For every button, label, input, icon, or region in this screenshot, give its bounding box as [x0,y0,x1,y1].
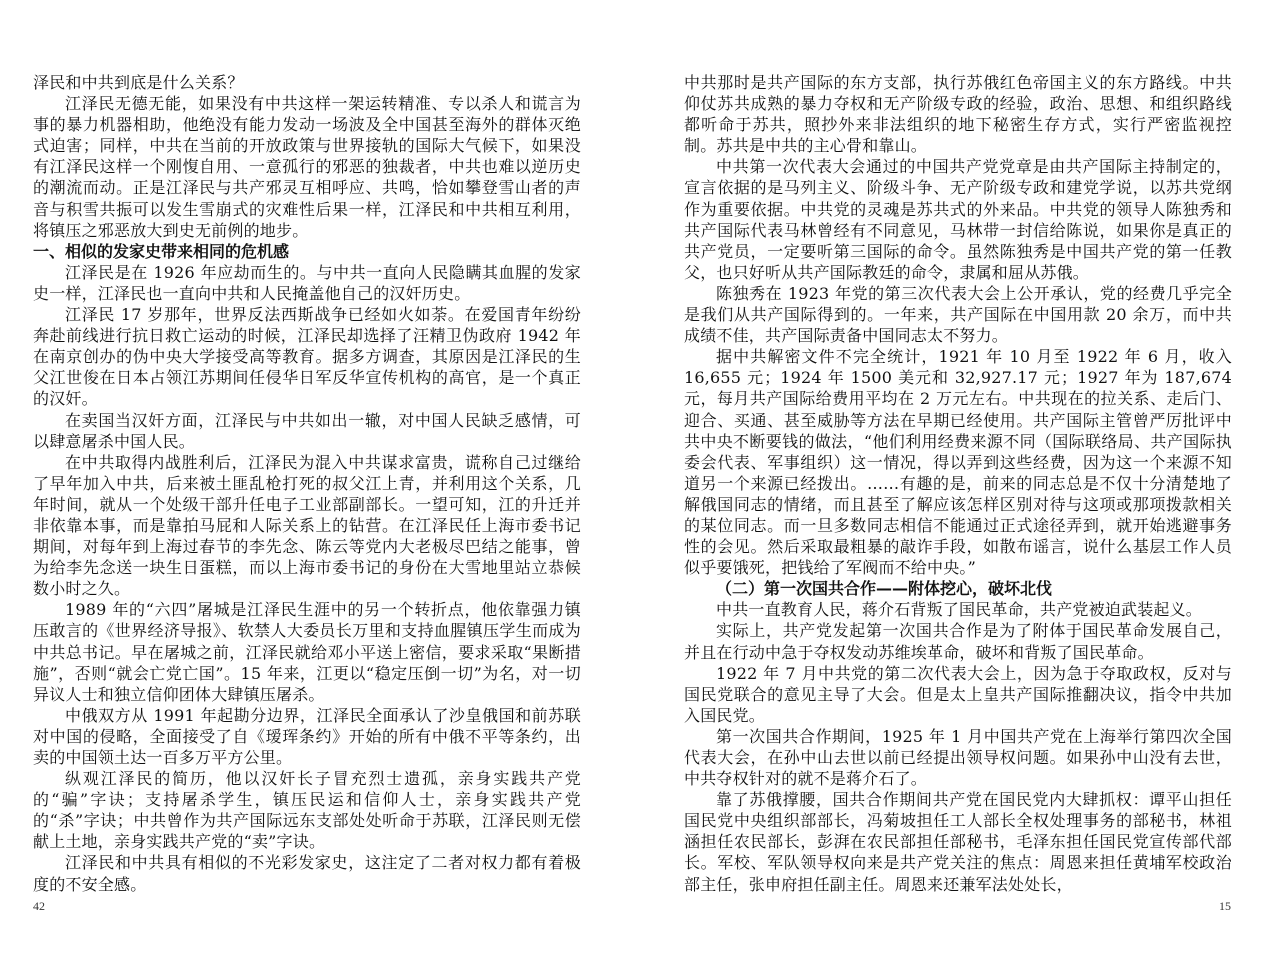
right-paragraph: 第一次国共合作期间，1925 年 1 月中国共产党在上海举行第四次全国代表大会，在孙中山去世以前已经提出领导权问题。如果孙中山没有去世，中共夺权针对的就不是蒋介石了。 [684,726,1232,789]
left-page-number: 42 [33,899,45,913]
left-paragraph: 1989 年的“六四”屠城是江泽民生涯中的另一个转折点，他依靠强力镇压敢言的《世界经济导报》、软禁人大委员长万里和支持血腥镇压学生而成为中共总书记。早在屠城之前，江泽民就给邓小平送上密信，要求采取“果断措施”，否则“就会亡党亡国”。15 年来，江更以“稳定压倒一切”为名，对一切异议人士和独立信仰团体大肆镇压屠杀。 [33,600,581,704]
right-paragraph: 中共第一次代表大会通过的中国共产党党章是由共产国际主持制定的，宣言依据的是马列主义、阶级斗争、无产阶级专政和建党学说，以苏共党纲作为重要依据。中共党的灵魂是苏共式的外来品。中共党的领导人陈独秀和共产国际代表马林曾经有不同意见，马林带一封信给陈说，如果你是真正的共产党员，一定要听第三国际的命令。虽然陈独秀是中国共产党的第一任教父，也只好听从共产国际教廷的命令，隶属和屈从苏俄。 [684,157,1232,282]
left-paragraph: 中俄双方从 1991 年起勘分边界，江泽民全面承认了沙皇俄国和前苏联对中国的侵略，全面接受了自《瑷珲条约》开始的所有中俄不平等条约，出卖的中国领土达一百多万平方公里。 [33,705,581,767]
right-paragraph: 中共一直教育人民，蒋介石背叛了国民革命，共产党被迫武装起义。 [716,600,1203,620]
left-section-heading: 一、相似的发家史带来相同的危机感 [33,241,290,261]
right-opening-paragraph: 中共那时是共产国际的东方支部，执行苏俄红色帝国主义的东方路线。中共仰仗苏共成熟的暴力夺权和无产阶级专政的经验，政治、思想、和组织路线都听命于苏共，照抄外来非法组织的地下秘密生存方式，实行严密监视控制。苏共是中共的主心骨和靠山。 [684,73,1232,156]
right-paragraph: 靠了苏俄撑腰，国共合作期间共产党在国民党内大肆抓权：谭平山担任国民党中央组织部部长，冯菊坡担任工人部长全权处理事务的部秘书，林祖涵担任农民部长，彭湃在农民部担任部秘书，毛泽东担任国民党宣传部代部长。军校、军队领导权向来是共产党关注的焦点：周恩来担任黄埔军校政治部主任，张申府担任副主任。周恩来还兼军法处处长， [684,790,1232,894]
left-paragraph: 江泽民 17 岁那年，世界反法西斯战争已经如火如荼。在爱国青年纷纷奔赴前线进行抗日救亡运动的时候，江泽民却选择了汪精卫伪政府 1942 年在南京创办的伪中央大学接受高等教育。据多方调查，其原因是江泽民的生父江世俊在日本占领江苏期间任侵华日军反华宣传机构的高官，是一个真正的汉奸。 [33,305,581,409]
left-paragraph: 江泽民无德无能，如果没有中共这样一架运转精准、专以杀人和谎言为事的暴力机器相助，他绝没有能力发动一场波及全中国甚至海外的群体灭绝式迫害；同样，中共在当前的开放政策与世界接轨的国际大气候下，如果没有江泽民这样一个刚愎自用、一意孤行的邪恶的独裁者，中共也难以逆历史的潮流而动。正是江泽民与共产邪灵互相呼应、共鸣，恰如攀登雪山者的声音与积雪共振可以发生雪崩式的灾难性后果一样，江泽民和中共相互利用，将镇压之邪恶放大到史无前例的地步。 [33,94,581,240]
left-paragraph: 江泽民和中共具有相似的不光彩发家史，这注定了二者对权力都有着极度的不安全感。 [33,853,581,894]
left-paragraph: 在中共取得内战胜利后，江泽民为混入中共谋求富贵，谎称自己过继给了早年加入中共，后来被土匪乱枪打死的叔父江上青，并利用这个关系，几年时间，就从一个处级干部升任电子工业部副部长。一望可知，江的升迁并非依靠本事，而是靠拍马屁和人际关系上的钻营。在江泽民任上海市委书记期间，对每年到上海过春节的李先念、陈云等党内大老极尽巴结之能事，曾为给李先念送一块生日蛋糕，而以上海市委书记的身份在大雪地里站立恭候数小时之久。 [33,452,581,599]
right-paragraph: 陈独秀在 1923 年党的第三次代表大会上公开承认，党的经费几乎完全是我们从共产国际得到的。一年来，共产国际在中国用款 20 余万，而中共成绩不佳，共产国际责备中国同志太不努力。 [684,283,1232,346]
right-section-heading: （二）第一次国共合作——附体挖心，破坏北伐 [716,579,1053,599]
right-paragraph: 据中共解密文件不完全统计，1921 年 10 月至 1922 年 6 月，收入 16,655 元；1924 年 1500 美元和 32,927.17 元；1927 年为 187,674 元，每月共产国际给费用平均在 2 万元左右。中共现在的拉关系、走后门、迎合、买通、甚至威胁等方法在早期已经使用。共产国际主管曾严厉批评中共中央不断要钱的做法，“他们利用经费来源不同（国际联络局、共产国际执委会代表、军事组织）这一情况，得以弄到这些经费，因为这一个来源不知道另一个来源已经拨出。……有趣的是，前来的同志总是不仅十分清楚地了解俄国同志的情绪，而且甚至了解应该怎样区别对待与这项或那项拨款相关的某位同志。而一旦多数同志相信不能通过正式途径弄到，就开始逃避事务性的会见。然后采取最粗暴的敲诈手段，如散布谣言，说什么基层工作人员似乎要饿死，把钱给了军阀而不给中央。” [684,347,1232,578]
left-opening-line: 泽民和中共到底是什么关系？ [33,73,244,92]
left-page [33,72,581,895]
right-paragraph: 1922 年 7 月中共党的第二次代表大会上，因为急于夺取政权，反对与国民党联合的意见主导了大会。但是太上皇共产国际推翻决议，指令中共加入国民党。 [684,663,1232,725]
left-paragraph: 在卖国当汉奸方面，江泽民与中共如出一辙，对中国人民缺乏感情，可以肆意屠杀中国人民。 [33,410,581,451]
left-paragraph: 纵观江泽民的简历，他以汉奸长子冒充烈士遗孤，亲身实践共产党的“骗”字诀；支持屠杀学生，镇压民运和信仰人士，亲身实践共产党的“杀”字诀；中共曾作为共产国际远东支部处处听命于苏联，江泽民则无偿献上土地，亲身实践共产党的“卖”字诀。 [33,769,581,852]
left-paragraph: 江泽民是在 1926 年应劫而生的。与中共一直向人民隐瞒其血腥的发家史一样，江泽民也一直向中共和人民掩盖他自己的汉奸历史。 [33,262,581,303]
right-paragraph: 实际上，共产党发起第一次国共合作是为了附体于国民革命发展自己，并且在行动中急于夺权发动苏维埃革命，破坏和背叛了国民革命。 [684,621,1232,662]
right-page-number: 15 [1219,899,1231,913]
right-page [684,72,1232,895]
